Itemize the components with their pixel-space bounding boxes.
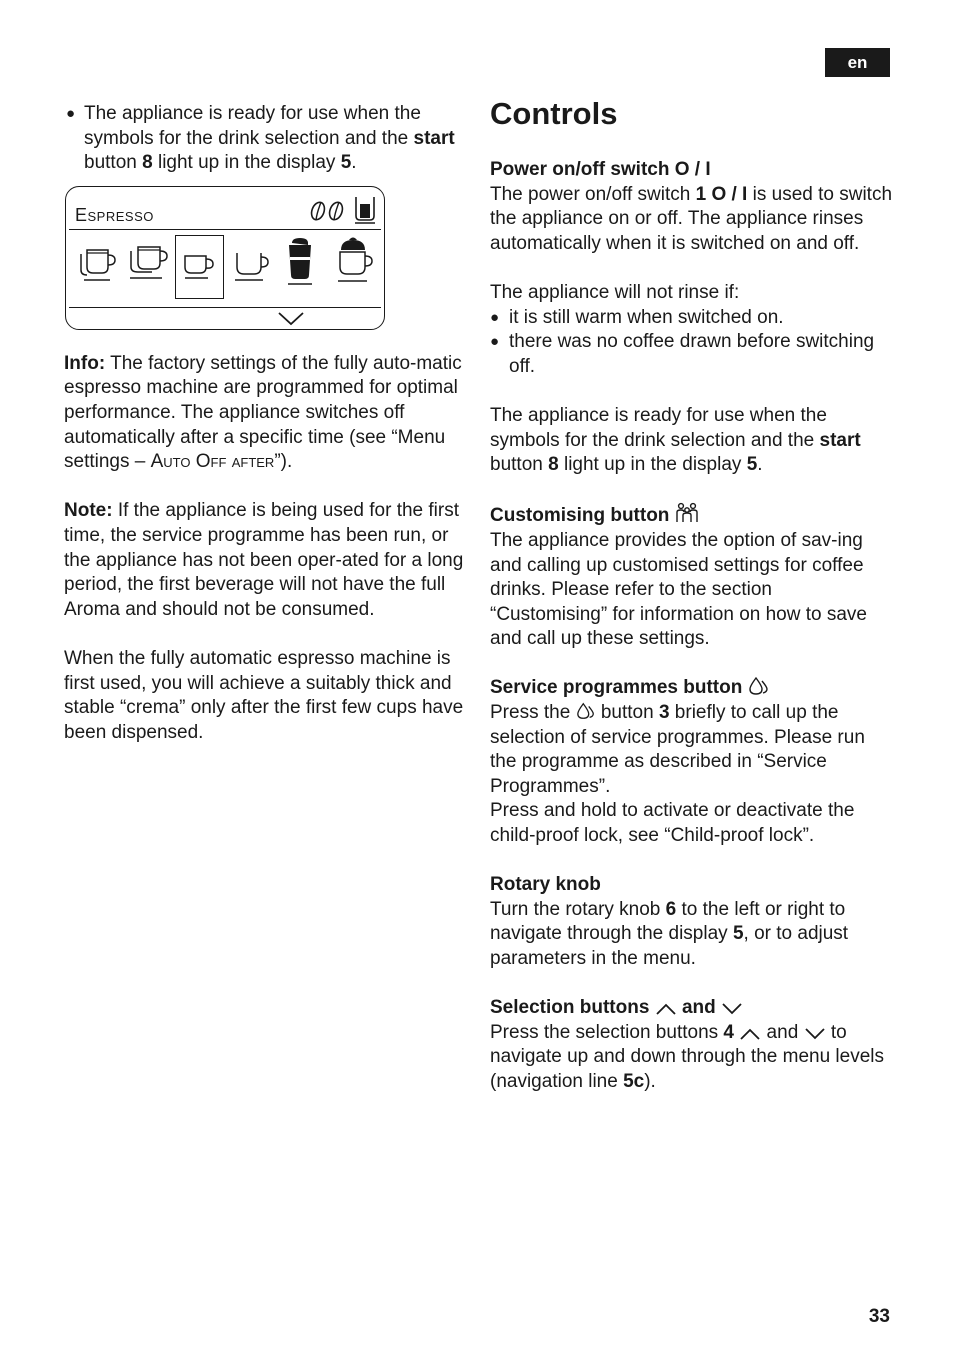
- rotary-knob-text: Turn the rotary knob 6 to the left or right to navigate through the display 5, or to adjust parameters in the menu.: [490, 898, 849, 969]
- cup-size-icon: [66, 187, 67, 188]
- chevron-down-icon: [804, 1027, 826, 1041]
- service-drops-icon: [576, 701, 596, 721]
- section-title: Controls: [490, 96, 618, 131]
- info-paragraph: Info: The factory settings of the fully auto-matic espresso machine are programmed for optimal performance. The appliance switches off automatically after a specific time (see “Menu settings – Auto Off after”).: [64, 352, 462, 473]
- chevron-down-icon: [277, 311, 305, 327]
- customising-heading: Customising button: [490, 502, 894, 529]
- no-rinse-intro: The appliance will not rinse if:: [490, 281, 740, 303]
- crema-paragraph: When the fully automatic espresso machine is first used, you will achieve a suitably thick and stable “crema” only after the first few cups have been dispensed.: [64, 647, 464, 743]
- cappuccino-cup-icon: [333, 235, 375, 285]
- page-number: 33: [868, 1306, 890, 1327]
- display-divider-bottom: [69, 307, 381, 308]
- latte-glass-icon: [284, 235, 316, 285]
- chevron-down-icon: [721, 1002, 743, 1016]
- language-tag: en: [825, 48, 890, 77]
- double-large-cup-icon: [78, 243, 120, 283]
- child-lock-text: Press and hold to activate or deactivate the child-proof lock, see “Child-proof lock”.: [490, 800, 855, 847]
- customising-text: The appliance provides the option of sav-ing and calling up customised settings for coffee drinks. Please refer to the section “Customising” for information on how to save and call up these settings.: [490, 529, 867, 650]
- display-title: Espresso: [75, 204, 154, 225]
- selection-heading: Selection buttons and: [490, 996, 894, 1021]
- display-divider-top: [69, 229, 381, 230]
- left-column: [64, 102, 469, 745]
- selection-text: Press the selection buttons 4 and to navigate up and down through the menu levels (navigation line 5c).: [490, 1021, 884, 1092]
- chevron-up-icon: [739, 1027, 761, 1041]
- customising-icon: [675, 502, 699, 524]
- drink-selection-row: [78, 237, 378, 301]
- power-switch-text: The power on/off switch 1 O / I is used to switch the appliance on or off. The appliance rinses automatically when it is switched on and off.: [490, 183, 893, 254]
- strength-2-beans-icon: [309, 194, 379, 224]
- no-rinse-bullet: ● it is still warm when switched on.: [490, 306, 894, 331]
- service-heading: Service programmes button: [490, 676, 894, 701]
- ready-paragraph: The appliance is ready for use when the symbols for the drink selection and the start button 8 light up in the display 5.: [490, 404, 861, 476]
- no-rinse-bullet: ● there was no coffee drawn before switching off.: [490, 330, 894, 379]
- service-drops-icon: [748, 676, 770, 696]
- service-text: Press the button 3 briefly to call up the selection of service programmes. Please run the programme as described in “Service Programmes”.: [490, 702, 865, 797]
- right-column: [490, 96, 894, 1095]
- chevron-up-icon: [655, 1002, 677, 1016]
- rotary-knob-heading: Rotary knob: [490, 874, 601, 896]
- intro-bullet: ● The appliance is ready for use when the symbols for the drink selection and the start button 8 light up in the display 5.: [64, 102, 469, 176]
- display-illustration: [65, 186, 385, 330]
- coffee-cup-icon: [181, 247, 217, 281]
- power-switch-heading: Power on/off switch O / I: [490, 159, 711, 180]
- double-cup-icon: [126, 241, 172, 281]
- espresso-cup-icon: [232, 247, 272, 283]
- note-paragraph: Note: If the appliance is being used for the first time, the service programme has been run, or the appliance has not been oper-ated for a long period, the first beverage will not have the full Aroma and should not be consumed.: [64, 500, 464, 620]
